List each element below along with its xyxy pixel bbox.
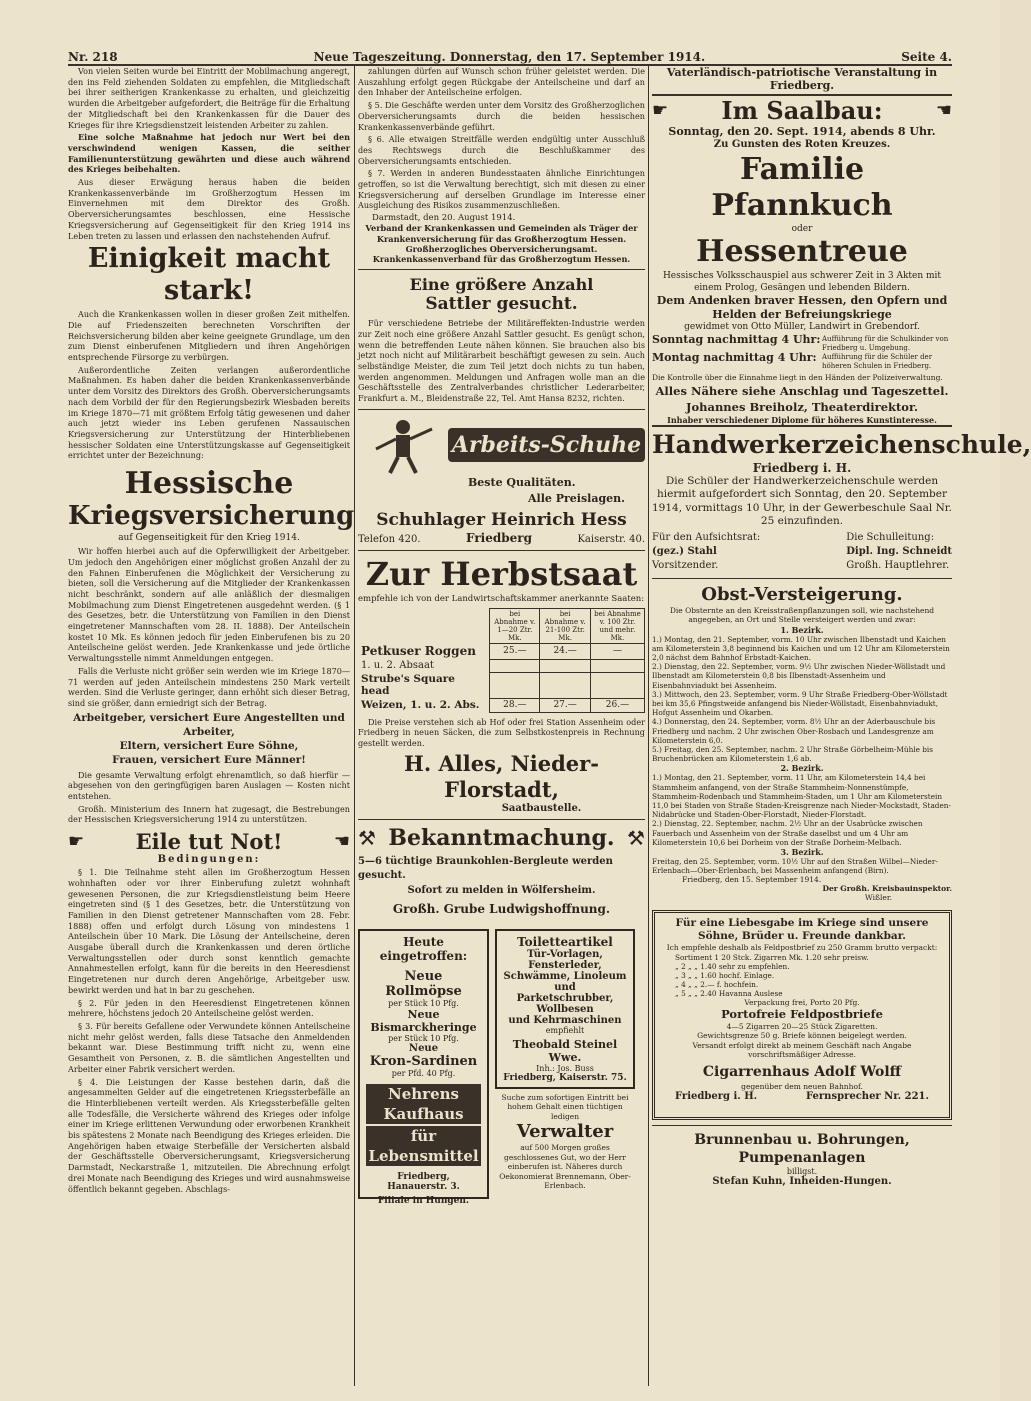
auction-signature: Der Großh. Kreisbauinspektor. — [822, 884, 952, 894]
ad-seeds — [358, 556, 645, 814]
announcement-text: 5—6 tüchtige Braunkohlen-Bergleute werden gesucht. — [358, 855, 613, 881]
headline-kriegsversicherung: Kriegsversicherung — [68, 501, 355, 532]
auction-signature: Wißler. — [865, 893, 892, 903]
divider — [652, 578, 952, 579]
table-cell — [540, 672, 591, 698]
article-paragraph: § 3. Für bereits Gefallene oder Verwundete können Anteilscheine nicht mehr gelöst werden, falls diese Tatsache den Anmeldenden bekannt war. Diese Bestimmung trifft nicht zu, wenn eine Gesamtheit von Personen, z. B. die sämtlichen Angestellten und Arbeiter einer Fabrik versichert werden. — [68, 1021, 350, 1074]
theatre-show-2 — [652, 353, 952, 371]
cigars-telephone: Fernsprecher Nr. 221. — [806, 1090, 929, 1102]
toiletries-line: empfiehlt — [545, 1025, 585, 1035]
ad-text: Für verschiedene Betriebe der Militäreffekten-Industrie werden zur Zeit noch eine größere Anzahl Sattler gesucht. Es genügt schon, wenn die betreffenden Leute nähen können. Sie brauchen also bis jetzt noch nicht auf Militärarbeit beschäftigt gewesen zu sein. Auch selbständige Meister, die zum Teil jetzt doch nichts zu tun haben, werden angenommen. Meldungen und Anfragen wolle man an die Geschäftsstelle des Zentralverbandes christlicher Lederarbeiter, Frankfurt a. M., Bleidenstraße 22, Tel. Amt Hansa 8232, richten. — [358, 318, 645, 404]
toiletries-line: und Kehrmaschinen — [508, 1014, 622, 1026]
theatre-director: Johannes Breiholz, Theaterdirektor. — [686, 399, 918, 414]
grocer-line: per Stück 10 Pfg. — [388, 998, 459, 1008]
signature-line: Für den Aufsichtsrat: — [652, 531, 761, 543]
table-cell: Strube's Square head — [361, 673, 455, 698]
cigars-assortment — [661, 953, 943, 998]
page-number: Seite 4. — [901, 50, 952, 64]
table-header-cell: bei Abnahme v. 21-100 Ztr. Mk. — [540, 608, 591, 643]
school-town: Friedberg i. H. — [752, 460, 852, 475]
newspaper-title: Neue Tageszeitung. Donnerstag, den 17. September 1914. — [313, 50, 706, 64]
ad-shoes-banner: Arbeits-Schuhe — [448, 428, 645, 462]
theatre-diplomas: Inhaber verschiedener Diplome für höheres Kunstinteresse. — [652, 415, 952, 427]
theatre-or: oder — [791, 224, 813, 234]
cigars-firm: Cigarrenhaus Adolf Wolff — [702, 1063, 902, 1080]
well-firm: Stefan Kuhn, Inheiden-Hungen. — [712, 1176, 892, 1188]
auction-item: 3.) Mittwoch, den 23. September, vorm. 9 Uhr Straße Friedberg-Ober-Wöllstadt bei km 35,6 Pfingstweide anfangend bis Nieder-Wöllstadt, Eisenbahnviadukt, Hofgut Assenheim und Okarben. — [652, 689, 948, 718]
ad-seeds-intro: empfehle ich von der Landwirtschaftskammer anerkannte Saaten: — [358, 593, 645, 604]
cigars-shipping: Verpackung frei, Porto 20 Pfg. — [744, 997, 860, 1007]
grocer-firm: Nehrens Kaufhaus — [366, 1084, 481, 1124]
conditions-heading: Bedingungen: — [157, 854, 261, 866]
theatre-show-audience: Aufführung für die Schüler der höheren Schulen in Friedberg. — [822, 353, 933, 370]
toiletries-line: Tür-Vorlagen, Fensterleder, — [527, 948, 603, 971]
cigars-text: Gewichtsgrenze 50 g. Briefe können beigelegt werden. — [697, 1031, 907, 1041]
grocer-line: per Stück 10 Pfg. — [388, 1033, 459, 1043]
page-header — [68, 40, 952, 66]
ad-seeds-firm: H. Alles, Nieder-Florstadt, — [404, 750, 599, 802]
article-paragraph: Aus dieser Erwägung heraus haben die beiden Krankenkassenverbände im Großherzogtum Hessen im Einvernehmen mit dem Direktor des Großh. Oberversicherungsamtes beschlossen, eine Hessische Kriegsversicherung auf Gegenseitigkeit für den Krieg 1914 ins Leben treten zu lassen und erlassen den nachstehenden Aufruf. — [68, 177, 350, 241]
table-cell: 27.— — [540, 698, 591, 712]
table-row — [358, 698, 645, 712]
crossed-hammers-icon: ⚒ — [627, 825, 645, 850]
table-row — [358, 643, 645, 659]
theatre-show-audience: Aufführung für die Schulkinder von Friedberg u. Umgebung. — [822, 335, 949, 352]
column-2 — [358, 66, 645, 1396]
cigars-intro: Ich empfehle deshalb als Feldpostbrief zu 250 Gramm brutto verpackt: — [666, 943, 938, 953]
toiletries-firm: Theobald Steinel Wwe. — [512, 1037, 618, 1064]
article-paragraph: Von vielen Seiten wurde bei Eintritt der Mobilmachung angeregt, den ins Feld ziehenden Soldaten zu empfehlen, die Mitgliedschaft bei ihrer seitherigen Krankenkasse zu erhalten, und gleichzeitig wurden die Arbeitgeber aufgefordert, die Beiträge für die Erhaltung der Mitgliedschaft bei den Krankenkassen für die Dauer des Krieges für ihre Kriegsdienstzeit leistenden Arbeiter zu zahlen. — [68, 66, 350, 130]
ad-shoes-quality: Beste Qualitäten. — [468, 475, 576, 489]
well-title: Brunnenbau u. Bohrungen, Pumpenanlagen — [694, 1132, 910, 1167]
ad-sattler — [358, 275, 645, 404]
cigars-town: Friedberg i. H. — [675, 1090, 758, 1102]
article-paragraph: Die gesamte Verwaltung erfolgt ehrenamtlich, so daß hierfür — abgesehen von den geringfügigen baren Auslagen — Kosten nicht entstehen. — [68, 769, 350, 802]
ad-shoes-town: Friedberg — [466, 530, 532, 545]
table-cell — [590, 659, 644, 672]
cigars-line: Sortiment 1 20 Stck. Zigarren Mk. 1.20 sehr preisw. — [675, 952, 869, 962]
ad-fruit-auction — [652, 584, 952, 903]
theatre-show-time: Sonntag nachmittag 4 Uhr: — [652, 333, 821, 346]
article-paragraph: § 7. Werden in anderen Bundesstaaten ähnliche Einrichtungen getroffen, so ist die Verwaltung berechtigt, sich mit diesen zu einer Kriegsversicherung auf derselben Grundlage im Interesse einer Ausgleichung des Risikos zusammenzuschließen. — [358, 168, 645, 211]
table-cell — [490, 659, 540, 672]
theatre-note: Die Kontrolle über die Einnahme liegt in den Händen der Polizeiverwaltung. — [652, 373, 943, 382]
column-3 — [652, 66, 1031, 1396]
school-signature-left — [652, 531, 760, 573]
article-paragraph: § 2. Für jeden in den Heeresdienst Eingetretenen können mehrere, höchstens jedoch 20 Anteilscheine gelöst werden. — [68, 997, 350, 1019]
article-paragraph-bold: Eine solche Maßnahme hat jedoch nur Wert bei den verschwindend wenigen Kassen, die seither Familienunterstützung gewährten und diese auch während des Krieges beibehalten. — [68, 132, 350, 175]
table-header-cell — [358, 608, 490, 643]
grocer-branch: Filiale in Hungen. — [377, 1195, 470, 1206]
cigars-text: Versandt erfolgt direkt ab meinem Geschäft nach Angabe vorschriftsmäßiger Adresse. — [692, 1040, 912, 1060]
auction-item: 5.) Freitag, den 25. September, nachm. 2 Uhr Straße Görbelheim-Mühle bis Bruchenbrücken am Kilometerstein 1,6 ab. — [652, 744, 933, 764]
divider — [358, 819, 645, 820]
table-cell: 26.— — [590, 698, 644, 712]
school-text: Die Schüler der Handwerkerzeichenschule werden hiermit aufgefordert sich Sonntag, den 20. September 1914, vormittags 10 Uhr, in der Gewerbeschule Saal Nr. 25 einzufinden. — [652, 474, 952, 527]
grocer-line: per Pfd. 40 Pfg. — [391, 1068, 456, 1078]
theatre-date: Sonntag, den 20. Sept. 1914, abends 8 Uhr. — [668, 125, 936, 138]
announcement-signature: Großh. Grube Ludwigshoffnung. — [392, 901, 611, 916]
auction-item: 4.) Donnerstag, den 24. September, vorm. 8½ Uhr an der Aderbauschule bis Friedberg und nachm. 2 Uhr zwischen Ober-Rosbach und Landesgrenze am Kilometerstein 6,0. — [652, 717, 936, 745]
cigars-contact — [661, 1091, 943, 1102]
announcement-title: Bekanntmachung. — [388, 824, 615, 851]
crossed-hammers-icon: ⚒ — [358, 825, 376, 850]
appeal-line: Eltern, versichert Eure Söhne, — [119, 739, 299, 752]
cigars-text: 4—5 Zigarren 20—25 Stück Zigaretten. — [726, 1021, 878, 1031]
signature: Großherzogliches Oberversicherungsamt. — [405, 244, 598, 255]
table-cell: 25.— — [490, 643, 540, 659]
ad-column-right — [495, 925, 635, 1203]
article-paragraph: § 5. Die Geschäfte werden unter dem Vorsitz des Großherzoglichen Oberversicherungsamts durch die beiden hessischen Krankenkassenverbände geführt. — [358, 100, 645, 132]
pointing-hand-icon: ☛ — [68, 831, 85, 853]
article-paragraph: § 6. Alle etwaigen Streitfälle werden endgültig unter Ausschluß des Rechtswegs durch die Beschlußkammer des Oberversicherungsamts entschieden. — [358, 134, 645, 166]
divider — [652, 1125, 952, 1126]
ad-cigars — [652, 910, 952, 1120]
toiletries-line: Schwämme, Linoleum und — [503, 970, 627, 993]
ad-seeds-title: Zur Herbstsaat — [365, 554, 638, 593]
table-cell — [590, 672, 644, 698]
table-cell: — — [590, 643, 644, 659]
auction-title: Obst-Versteigerung. — [701, 583, 903, 605]
theatre-show-time: Montag nachmittag 4 Uhr: — [652, 351, 817, 364]
pointing-hand-icon: ☚ — [935, 100, 952, 121]
headline-urgent: Eile tut Not! — [135, 829, 283, 855]
auction-list-2 — [652, 773, 952, 847]
divider — [358, 409, 645, 410]
table-cell: 28.— — [490, 698, 540, 712]
ad-shoes-slogan — [358, 475, 645, 507]
pointing-hand-icon: ☚ — [333, 831, 350, 853]
ad-title: Sattler gesucht. — [425, 294, 578, 315]
signature: Verband der Krankenkassen und Gemeinden als Träger der Krankenversicherung für das Großherzogtum Hessen. — [365, 223, 638, 244]
manager-text: auf 500 Morgen großes geschlossenes Gut, wo der Herr einberufen ist. Näheres durch Oekonomierat Brennemann, Ober-Erlenbach. — [499, 1143, 631, 1191]
cigars-line: „ 5 „ „ 2.40 Havanna Auslese — [675, 988, 783, 998]
table-cell: Petkuser Roggen — [361, 644, 476, 659]
cigars-feldpost: Portofreie Feldpostbriefe — [721, 1006, 883, 1021]
signature-line: Dipl. Ing. Schneidt — [846, 545, 952, 557]
table-row — [358, 672, 645, 698]
theatre-heading: Vaterländisch-patriotische Veranstaltung in Friedberg. — [652, 66, 952, 96]
divider — [358, 550, 645, 551]
school-title: Handwerkerzeichenschule, — [652, 429, 1031, 459]
auction-item: 1.) Montag, den 21. September, vorm. 11 Uhr, am Kilometerstein 14,4 bei Stammheim anfangend, von der Straße Stammheim-Nonnenstümpfe, Stammheim-Rodenbach und Stammheim-Staden, um 1 Uhr am Kilometerstein 11,0 bei Staden von Straße Staden-Kreisgrenze nach Nieder-Mockstadt, Staden-Nidabrücke und Staden-Ober-Florstadt, Nieder-Florstadt. — [652, 773, 951, 820]
grocer-firm: für Lebensmittel — [366, 1126, 481, 1166]
appeal-line: Arbeitgeber, versichert Eure Angestellten und Arbeiter, — [73, 711, 345, 738]
auction-date: Friedberg, den 15. September 1914. — [682, 875, 822, 885]
grocer-address: Friedberg, Hanauerstr. 3. — [387, 1171, 460, 1192]
ad-shoes-shop: Schuhlager Heinrich Hess — [376, 509, 627, 530]
article-paragraph: Wir hoffen hierbei auch auf die Opferwilligkeit der Arbeitgeber. Um jedoch den Angehörigen einer möglichst großen Anzahl der zu den Fahnen Einberufenen die Möglichkeit der Versicherung zu bieten, soll die Versicherung auf die Mitglieder der Krankenkassen nicht beschränkt, sondern auf alle anläßlich der diesmaligen Mobilmachung zum Dienst Eingetretenen ausgedehnt werden. (§ 1 des Gesetzes, betr. die Unterstützung von Familien in den Dienst eingetretener Mannschaften vom 28. II. 1888). Der Anteilschein kostet 10 Mk. Es können jedoch für jeden Einberufenen bis zu 20 Anteilscheine gelöst werden. Jede Krankenkasse und jede örtliche Verwaltungsstelle nimmt Anmeldungen entgegen. — [68, 546, 350, 664]
column-divider — [648, 66, 649, 1386]
issue-number: Nr. 218 — [68, 50, 118, 64]
ad-shoes-banner-row — [358, 415, 645, 475]
announcement-title-row — [358, 825, 645, 851]
ad-announcement — [358, 825, 645, 919]
cigars-location: gegenüber dem neuen Bahnhof. — [741, 1081, 863, 1091]
ad-toiletries — [495, 929, 635, 1089]
school-signatures — [652, 531, 952, 573]
table-header-cell: bei Abnahme v. 1—20 Ztr. Mk. — [490, 608, 540, 643]
grocer-line: Heute eingetroffen: — [379, 934, 468, 963]
seed-price-table — [358, 608, 645, 713]
table-header-row — [358, 608, 645, 643]
ad-shoes-contact — [358, 531, 645, 545]
article-paragraph: Außerordentliche Zeiten verlangen außerordentliche Maßnahmen. Es haben daher die beiden Krankenkassenverbände unter dem Vorsitz des Direktors des Großh. Oberversicherungsamts nach dem Vorbild der für den Regierungsbezirk Wiesbaden bereits im Kriege 1870—71 mit größtem Erfolg tätig gewesenen und daher auch jetzt wieder ins Leben gerufenen Nassauischen Kriegsversicherung zur Unterstützung der Hinterbliebenen hessischer Soldaten eine Unterstützungskasse auf Gegenseitigkeit errichtet unter der Bezeichnung: — [68, 364, 350, 461]
theatre-venue-row — [652, 96, 952, 125]
theatre-author: gewidmet von Otto Müller, Landwirt in Grebendorf. — [684, 322, 920, 332]
ad-title: Eine größere Anzahl — [409, 275, 594, 295]
auction-district: 1. Bezirk. — [780, 624, 824, 635]
article-paragraph: § 4. Die Leistungen der Kasse bestehen darin, daß die angesammelten Gelder auf die eingetretenen Kriegssterbefälle an die Hinterbliebenen verteilt werden. Als Kriegssterbefälle gelten alle Todesfälle, die Versicherte während des Krieges oder infolge einer im Kriege erlittenen Verwundung oder erworbenen Krankheit bis spätestens 2 Monate nach Beendigung des Krieges erleiden. Die Angehörigen haben etwaige Sterbefälle der Versicherten alsbald der Geschäftsstelle Oberversicherungsamt, Kriegsversicherung Darmstadt, Neckarstraße 1, mitzuteilen. Die Abrechnung erfolgt drei Monate nach Beendigung des Krieges und wird ausnahmsweise öffentlich bekannt gegeben. Abschlags- — [68, 1076, 350, 1194]
theatre-dedication: Dem Andenken braver Hessen, den Opfern und Helden der Befreiungskriege — [656, 294, 948, 321]
ad-pair — [358, 925, 645, 1206]
well-sub: billigst. — [786, 1167, 818, 1177]
ad-shoes-prices: Alle Preislagen. — [528, 491, 625, 505]
auction-item: 2.) Dienstag, den 22. September, vorm. 9½ Uhr zwischen Nieder-Wöllstadt und Ilbenstadt am Kilometerstein 0,8 bis Ilbenstadt-Assenheim und Eisenbahnviadukt bei Assenheim. — [652, 662, 946, 690]
theatre-play-subtitle: Hessentreue — [696, 234, 908, 269]
auction-item: 2.) Dienstag, 22. September, nachm. 2½ Uhr an der Usabrücke zwischen Fauerbach und Assenheim von der Straße daselbst und um 4 Uhr am Kilometerstein 10,6 bei Dorheim von der Straße Dorheim-Melbach. — [652, 819, 923, 847]
manager-text: Suche zum sofortigen Eintritt bei hohem Gehalt einen tüchtigen ledigen — [501, 1092, 629, 1121]
headline-unity: Einigkeit macht stark! — [87, 243, 331, 307]
ad-seeds-text: Die Preise verstehen sich ab Hof oder frei Station Assenheim oder Friedberg in neuen Säcken, die zum Selbstkostenpreis in Rechnung gestellt werden. — [358, 716, 645, 749]
table-cell: 1. u. 2. Absaat — [361, 660, 434, 672]
theatre-venue: Im Saalbau: — [721, 96, 883, 125]
ad-theatre — [652, 66, 952, 427]
ad-shoes-address: Kaiserstr. 40. — [577, 533, 645, 545]
theatre-play-title: Familie Pfannkuch — [711, 152, 893, 223]
article-paragraph: Großh. Ministerium des Innern hat zugesagt, die Bestrebungen der Hessischen Kriegsversicherung 1914 zu unterstützen. — [68, 803, 350, 825]
ad-grocer — [358, 929, 489, 1206]
signature: Krankenkassenverband für das Großherzogtum Hessen. — [372, 254, 631, 265]
auction-district: 2. Bezirk. — [780, 763, 824, 774]
ad-drawing-school — [652, 429, 1031, 573]
auction-list-1 — [652, 635, 952, 764]
signature-line: Die Schulleitung: — [846, 531, 935, 543]
grocer-line: Neue — [408, 1042, 439, 1054]
shoemaker-figure-icon — [358, 415, 448, 475]
manager-title: Verwalter — [516, 1121, 614, 1143]
table-header-cell: bei Abnahme v. 100 Ztr. und mehr. Mk. — [590, 608, 644, 643]
ad-manager — [495, 1093, 635, 1191]
auction-intro: Die Obsternte an den Kreisstraßenpflanzungen soll, wie nachstehend angegeben, an Ort und Stelle versteigert werden und zwar: — [669, 605, 935, 624]
subheadline: auf Gegenseitigkeit für den Krieg 1914. — [118, 533, 300, 544]
ad-well-building — [652, 1131, 952, 1187]
dateline: Darmstadt, den 20. August 1914. — [372, 213, 516, 224]
table-cell: Weizen, 1. u. 2. Abs. — [361, 699, 480, 712]
table-cell — [540, 659, 591, 672]
article-paragraph: § 1. Die Teilnahme steht allen im Großherzogtum Hessen wohnhaften oder vor ihrer Einberufung zuletzt wohnhaft gewesenen Personen, die zur Kriegsdienstleistung beim Heere eingetreten sind (§ 1 des Gesetzes, betr. die Unterstützung von Familien in den Dienst getretener Mannschaften vom 28. Febr. 1888) offen und erfolgt durch Lösung von mindestens 1 Anteilschein über 10 Mark. Die Lösung der Anteilscheine, deren Ausgabe überall durch die Krankenkassen und deren örtliche Verwaltungsstellen oder durch sonst kenntlich gemachte Annahmestellen erfolgt, kann für die bereits in den Heeresdienst Eingetretenen nur durch deren Angehörige, Arbeitgeber usw. bewirkt werden und hat in bar zu geschehen. — [68, 867, 350, 995]
column-1 — [68, 66, 355, 1396]
article-paragraph: zahlungen dürfen auf Wunsch schon früher geleistet werden. Die Auszahlung erfolgt gegen Rückgabe der Anteilscheine und darf an den Inhaber der Anteilscheine erfolgen. — [358, 66, 645, 98]
toiletries-owner: Inh.: Jos. Buss — [536, 1063, 594, 1073]
toiletries-line: Parketschrubber, Wollbesen — [516, 992, 614, 1015]
table-cell: 24.— — [540, 643, 591, 659]
table-cell — [490, 672, 540, 698]
signature-line: Vorsitzender. — [652, 559, 719, 571]
article-paragraph: Auch die Krankenkassen wollen in dieser großen Zeit mithelfen. Die auf Friedenszeiten berechneten Vorschriften der Reichsversicherung bilden aber keine geeignete Grundlage, um den zum Dienst einberufenen Mitgliedern und ihren Angehörigen entsprechende Fürsorge zu verbürgen. — [68, 309, 350, 363]
school-signature-right — [846, 531, 952, 573]
signature-line: Großh. Hauptlehrer. — [846, 559, 950, 571]
headline-hessische: Hessische — [124, 466, 294, 502]
headline-row — [68, 829, 350, 854]
column-divider — [354, 66, 355, 1386]
ad-seeds-sub: Saatbaustelle. — [501, 802, 582, 814]
cigars-line: „ 3 „ „ 1.60 hochf. Einlage. — [675, 970, 775, 980]
signature-line: (gez.) Stahl — [652, 545, 717, 557]
grocer-line: Neue Bismarckheringe — [370, 1007, 477, 1034]
ad-shoes-telephone: Telefon 420. — [358, 533, 421, 545]
cigars-line: „ 2 „ „ 1.40 sehr zu empfehlen. — [675, 961, 790, 971]
toiletries-address: Friedberg, Kaiserstr. 75. — [503, 1072, 627, 1083]
ad-shoes — [358, 415, 645, 545]
table-row — [358, 659, 645, 672]
auction-district: 3. Bezirk. — [780, 846, 824, 857]
cigars-heading: Für eine Liebesgabe im Kriege sind unsere Söhne, Brüder u. Freunde dankbar. — [675, 917, 929, 943]
article-paragraph: Falls die Verluste nicht größer sein werden wie im Kriege 1870—71 werden auf jeden Anteilschein mindestens 250 Mark verteilt werden. Sind die Verluste geringer, dann erhöht sich dieser Betrag, sind sie größer, dann erniedrigt sich der Betrag. — [68, 665, 350, 708]
theatre-details: Alles Nähere siehe Anschlag und Tageszettel. — [655, 383, 949, 398]
auction-item: 1.) Montag, den 21. September, vorm. 10 Uhr zwischen Ilbenstadt und Kaichen am Kilometerstein 3,8 beginnend bis Kaichen und um 12 Uhr am Kilometerstein 2,0 nächst dem Bahnhof Erbstadt-Kaichen. — [652, 634, 950, 662]
theatre-description: Hessisches Volksschauspiel aus schwerer Zeit in 3 Akten mit einem Prolog, Gesängen und lebenden Bildern. — [662, 271, 942, 293]
appeal-line: Frauen, versichert Eure Männer! — [112, 753, 306, 766]
toiletries-line: Toiletteartikel — [517, 934, 613, 949]
cigars-line: „ 4 „ „ 2.— f. hochfein. — [675, 979, 759, 989]
grocer-line: Kron-Sardinen — [369, 1053, 478, 1069]
grocer-line: Neue Rollmöpse — [385, 968, 462, 999]
announcement-text: Sofort zu melden in Wölfersheim. — [407, 884, 596, 896]
pointing-hand-icon: ☛ — [652, 100, 669, 121]
divider — [358, 269, 645, 270]
theatre-charity: Zu Gunsten des Roten Kreuzes. — [713, 139, 891, 150]
auction-item: Freitag, den 25. September, vorm. 10½ Uhr auf den Straßen Wilbel—Nieder-Erlenbach—Ober-Erlenbach, bei Massenheim anfangend (Birn). — [652, 856, 938, 876]
